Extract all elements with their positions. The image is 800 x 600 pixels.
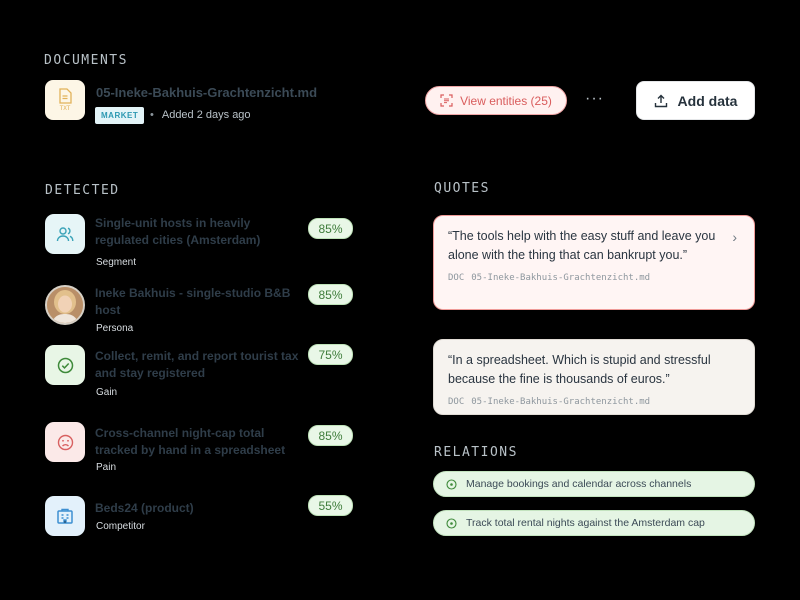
detected-item-type: Segment [96,257,137,268]
document-icon [58,88,72,104]
detected-item-title[interactable]: Beds24 (product) [95,501,194,515]
relation-item[interactable] [433,510,755,536]
add-data-button[interactable] [636,81,755,120]
gain-icon-tile [45,345,85,385]
documents-heading: DOCUMENTS [44,53,128,68]
quote-source [448,397,740,407]
quote-text: “In a spreadsheet. Which is stupid and stressful because the fine is thousands of euros.” [448,353,711,386]
detected-item-type: Competitor [96,521,145,532]
chevron-right-icon[interactable]: › [732,229,737,245]
document-tag-badge: MARKET [95,107,144,124]
document-added-info [150,109,251,121]
building-icon [56,508,74,525]
confidence-badge: 55% [308,495,353,516]
confidence-badge: 75% [308,344,353,365]
source-document: 05-Ineke-Bakhuis-Grachtenzicht.md [471,397,651,407]
relations-heading: RELATIONS [434,445,518,460]
detected-item-title[interactable]: Single-unit hosts in heavily regulated cities (Amsterdam) [95,216,261,247]
relation-label: Manage bookings and calendar across channels [466,478,692,490]
confidence-badge: 85% [308,284,353,305]
segment-icon-tile [45,214,85,254]
scan-icon [440,94,453,107]
avatar-image [47,287,83,323]
check-circle-icon [57,357,74,374]
source-document: 05-Ineke-Bakhuis-Grachtenzicht.md [471,273,651,283]
relation-circle-icon [446,479,457,490]
detected-item-type: Persona [96,323,134,334]
confidence-badge: 85% [308,218,353,239]
source-type-label: DOC [448,397,465,407]
persona-avatar [45,285,85,325]
added-time: Added 2 days ago [161,109,251,121]
quotes-heading: QUOTES [434,181,490,196]
source-type-label: DOC [448,273,465,283]
view-entities-label: View entities (25) [460,93,552,108]
detected-item-title[interactable]: Cross-channel night-cap total tracked by hand in a spreadsheet [95,426,286,457]
detected-item-type: Pain [96,462,117,473]
users-icon [56,226,74,242]
separator-dot: • [150,109,154,121]
quote-card[interactable] [433,339,755,415]
detected-heading: DETECTED [45,183,120,198]
detected-item-title[interactable]: Collect, remit, and report tourist tax and stay registered [95,349,299,380]
quote-source [448,273,740,283]
competitor-icon-tile [45,496,85,536]
document-name[interactable]: 05-Ineke-Bakhuis-Grachtenzicht.md [96,85,318,100]
relation-item[interactable] [433,471,755,497]
relation-circle-icon [446,518,457,529]
relation-label: Track total rental nights against the Amsterdam cap [466,517,705,529]
detected-item-type: Gain [96,387,118,398]
quote-text: “The tools help with the easy stuff and leave you alone with the thing that can bankrupt you.” [448,229,716,262]
file-extension-label: TXT [59,105,71,112]
quote-card[interactable] [433,215,755,310]
view-entities-button[interactable] [425,86,567,115]
confidence-badge: 85% [308,425,353,446]
frown-icon [57,434,74,451]
more-options-icon[interactable]: ··· [585,90,604,107]
upload-icon [654,94,668,108]
detected-item-title[interactable]: Ineke Bakhuis - single-studio B&B host [95,286,291,317]
txt-file-icon[interactable] [45,80,85,120]
add-data-label: Add data [677,92,738,109]
pain-icon-tile [45,422,85,462]
